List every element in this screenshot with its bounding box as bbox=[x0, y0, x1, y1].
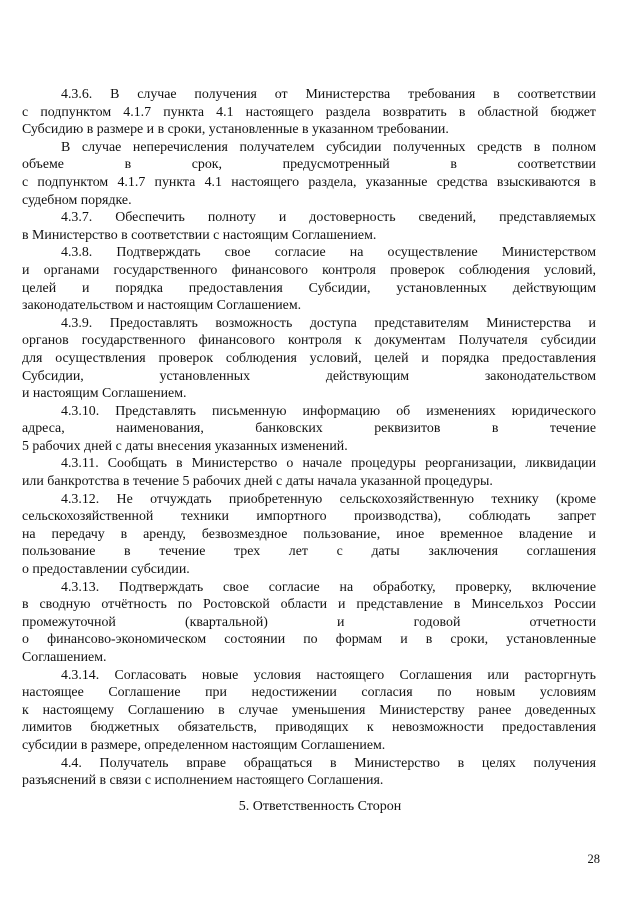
text-line: 4.3.7. Обеспечить полноту и достоверность сведений, представляемых bbox=[61, 210, 596, 226]
paragraph-4-3-13 bbox=[22, 579, 596, 667]
text-line: 4.3.13. Подтверждать свое согласие на обработку, проверку, включение bbox=[61, 579, 596, 595]
text-line: настоящее Соглашение при недостижении согласия по новым условиям bbox=[22, 685, 596, 701]
text-line: промежуточной (квартальной) и годовой отчетности bbox=[22, 614, 596, 630]
paragraph-4-3-12 bbox=[22, 491, 596, 579]
text-line: 4.3.6. В случае получения от Министерства требования в соответствии bbox=[61, 87, 596, 102]
text-line: с подпунктом 4.1.7 пункта 4.1 настоящего раздела, указанные средства взыскиваются в bbox=[22, 174, 596, 190]
text-line: сельскохозяйственной техники импортного производства), соблюдать запрет bbox=[22, 509, 596, 525]
text-line: субсидии в размере, определенном настоящим Соглашением. bbox=[22, 737, 386, 753]
text-line: пользование в течение трех лет с даты заключения соглашения bbox=[22, 544, 596, 560]
text-line: на передачу в аренду, безвозмездное пользование, иное временное владение и bbox=[22, 526, 596, 542]
text-line: 4.3.11. Сообщать в Министерство о начале процедуры реорганизации, ликвидации bbox=[61, 456, 596, 472]
paragraph-4-3-8 bbox=[22, 244, 596, 314]
text-line: в Министерство в соответствии с настоящим Соглашением. bbox=[22, 227, 377, 243]
text-line: лимитов бюджетных обязательств, приводящих к невозможности предоставления bbox=[22, 720, 596, 736]
text-line: с подпунктом 4.1.7 пункта 4.1 настоящего раздела возвратить в областной бюджет bbox=[22, 104, 596, 120]
text-line: 4.3.9. Предоставлять возможность доступа представителям Министерства и bbox=[61, 315, 596, 331]
text-line: 4.3.10. Представлять письменную информацию об изменениях юридического bbox=[61, 403, 596, 419]
text-line: и органами государственного финансового контроля проверок соблюдения условий, bbox=[22, 262, 596, 278]
text-line: органов государственного финансового контроля к документам Получателя субсидии bbox=[22, 333, 596, 349]
text-line: объеме в срок, предусмотренный в соответствии bbox=[22, 157, 596, 173]
text-line: о предоставлении субсидии. bbox=[22, 562, 190, 578]
paragraph-4-4 bbox=[22, 755, 596, 790]
paragraph-4-3-6 bbox=[22, 86, 596, 139]
text-line: для осуществления проверок соблюдения условий, целей и порядка предоставления bbox=[22, 350, 596, 366]
text-line: В случае неперечисления получателем субсидии полученных средств в полном bbox=[61, 139, 596, 155]
text-line: 4.3.8. Подтверждать свое согласие на осуществление Министерством bbox=[61, 245, 596, 261]
text-line: 4.3.12. Не отчуждать приобретенную сельскохозяйственную технику (кроме bbox=[61, 491, 596, 507]
paragraph-4-3-6-continued bbox=[22, 139, 596, 209]
page-number: 28 bbox=[587, 852, 600, 866]
text-line: Соглашением. bbox=[22, 650, 107, 665]
text-line: 4.3.14. Согласовать новые условия настоящего Соглашения или расторгнуть bbox=[61, 667, 596, 683]
text-line: 5 рабочих дней с даты внесения указанных изменений. bbox=[22, 438, 348, 454]
text-line: о финансово-экономическом состоянии по формам и в сроки, установленные bbox=[22, 632, 596, 648]
text-line: целей и порядка предоставления Субсидии, установленных действующим bbox=[22, 280, 596, 296]
text-line: к настоящему Соглашению в случае уменьшения Министерству ранее доведенных bbox=[22, 702, 596, 718]
text-line: судебном порядке. bbox=[22, 192, 132, 208]
text-line: в сводную отчётность по Ростовской области и представление в Минсельхоз России bbox=[22, 597, 596, 613]
text-line: разъяснений в связи с исполнением настоящего Соглашения. bbox=[22, 773, 384, 789]
document-body bbox=[22, 86, 596, 790]
paragraph-4-3-7 bbox=[22, 209, 596, 244]
paragraph-4-3-10 bbox=[22, 403, 596, 456]
text-line: Субсидию в размере и в сроки, установленные в указанном требовании. bbox=[22, 122, 449, 138]
text-line: 4.4. Получатель вправе обращаться в Министерство в целях получения bbox=[61, 755, 596, 771]
text-line: законодательством и настоящим Соглашением. bbox=[22, 298, 302, 314]
paragraph-4-3-14 bbox=[22, 667, 596, 755]
section-title: 5. Ответственность Сторон bbox=[238, 799, 402, 814]
paragraph-4-3-11 bbox=[22, 455, 596, 490]
text-line: и настоящим Соглашением. bbox=[22, 386, 187, 402]
text-line: адреса, наименования, банковских реквизитов в течение bbox=[22, 421, 596, 437]
text-line: Субсидии, установленных действующим законодательством bbox=[22, 368, 596, 384]
text-line: или банкротства в течение 5 рабочих дней с даты начала указанной процедуры. bbox=[22, 474, 493, 490]
paragraph-4-3-9 bbox=[22, 315, 596, 403]
